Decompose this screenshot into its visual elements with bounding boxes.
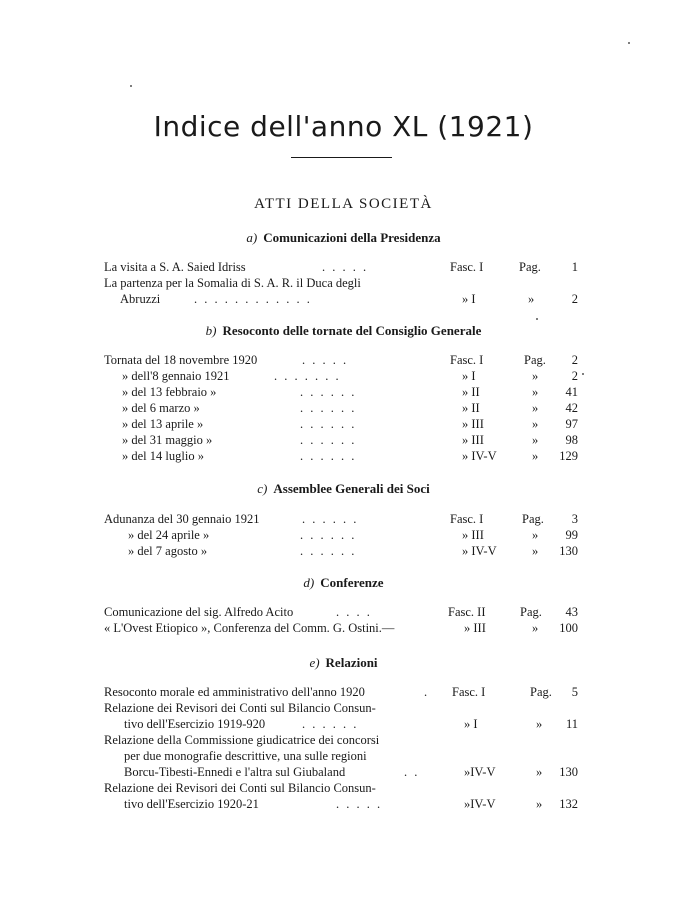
leader-dots: . . . . . . — [300, 433, 357, 447]
page-label: » — [528, 292, 535, 306]
page-label: » — [536, 797, 543, 811]
index-row — [104, 352, 584, 368]
entry-label: » del 13 febbraio » — [122, 385, 217, 399]
fascicolo: Fasc. II — [448, 605, 486, 619]
index-row — [104, 400, 584, 416]
page-number: 132 — [559, 797, 578, 811]
entry-label: tivo dell'Esercizio 1920-21 — [124, 797, 259, 811]
scan-speck — [130, 85, 132, 87]
page-number: 97 — [565, 417, 578, 431]
index-row — [104, 604, 584, 620]
scan-speck — [536, 318, 538, 320]
entry-label: La visita a S. A. Saied Idriss — [104, 260, 246, 274]
title-rule — [291, 157, 392, 158]
page-number: 99 — [565, 528, 578, 542]
page-label: » — [532, 369, 539, 383]
page-number: 130 — [559, 765, 578, 779]
subsection-a-heading — [0, 230, 687, 246]
subsection-letter: d) — [303, 575, 315, 590]
leader-dots: . . — [404, 765, 420, 779]
leader-dots: . . . . . . — [300, 417, 357, 431]
subsection-letter: b) — [205, 323, 217, 338]
index-row — [104, 448, 584, 464]
page-number: 130 — [559, 544, 578, 558]
entry-label: Relazione della Commissione giudicatrice dei concorsi — [104, 733, 380, 747]
index-row — [104, 291, 584, 307]
page-label: Pag. — [520, 605, 542, 619]
page-label: » — [532, 621, 539, 635]
fascicolo: » II — [462, 401, 480, 415]
fascicolo: » IV-V — [462, 544, 497, 558]
page-label: » — [532, 417, 539, 431]
page-label: » — [532, 528, 539, 542]
page-number: 98 — [565, 433, 578, 447]
entry-label: Resoconto morale ed amministrativo dell'anno 1920 — [104, 685, 365, 699]
subsection-title: Resoconto delle tornate del Consiglio Generale — [222, 323, 482, 338]
index-row — [104, 716, 584, 732]
subsection-d-heading — [0, 575, 687, 591]
leader-dots: . . . . . . — [300, 544, 357, 558]
entry-label: » del 13 aprile » — [122, 417, 204, 431]
leader-dots: . . . . . . — [300, 401, 357, 415]
page-number: 41 — [565, 385, 578, 399]
entry-label: » dell'8 gennaio 1921 — [122, 369, 230, 383]
subsection-title: Conferenze — [320, 575, 384, 590]
page-label: Pag. — [522, 512, 544, 526]
fascicolo: Fasc. I — [450, 512, 484, 526]
page-label: » — [532, 433, 539, 447]
index-row — [104, 259, 584, 275]
entry-label: » del 7 agosto » — [128, 544, 208, 558]
subsection-letter: c) — [257, 481, 268, 496]
page-number: 43 — [565, 605, 578, 619]
index-row — [104, 511, 584, 527]
entry-label: » del 14 luglio » — [122, 449, 204, 463]
fascicolo: » III — [464, 621, 486, 635]
leader-dots: . . . . . . — [302, 512, 359, 526]
page-number: 1 — [571, 260, 578, 274]
fascicolo: » III — [462, 433, 484, 447]
fascicolo: » I — [464, 717, 478, 731]
leader-dots: . . . . — [336, 605, 372, 619]
subsection-letter: e) — [309, 655, 320, 670]
subsection-c-heading — [0, 481, 687, 497]
index-row — [104, 620, 584, 636]
leader-dots: . — [424, 685, 430, 699]
subsection-b-heading — [0, 323, 687, 339]
fascicolo: » II — [462, 385, 480, 399]
page-label: » — [536, 717, 543, 731]
index-row — [104, 764, 584, 780]
page-label: » — [536, 765, 543, 779]
fascicolo: » IV-V — [462, 449, 497, 463]
page-number: 129 — [559, 449, 578, 463]
leader-dots: . . . . . . — [302, 717, 359, 731]
leader-dots: . . . . . — [322, 260, 369, 274]
entry-label: « L'Ovest Etiopico », Conferenza del Comm. G. Ostini.— — [104, 621, 395, 635]
entry-label: Tornata del 18 novembre 1920 — [104, 353, 258, 367]
page-label: » — [532, 401, 539, 415]
subsection-title: Comunicazioni della Presidenza — [263, 230, 441, 245]
entry-label: Abruzzi — [120, 292, 161, 306]
index-row — [104, 527, 584, 543]
entry-label: Comunicazione del sig. Alfredo Acito — [104, 605, 294, 619]
page-label: Pag. — [519, 260, 541, 274]
fascicolo: »IV-V — [464, 765, 496, 779]
entry-label: La partenza per la Somalia di S. A. R. il Duca degli — [104, 276, 361, 290]
fascicolo: » I — [462, 292, 476, 306]
page-label: » — [532, 544, 539, 558]
fascicolo: » I — [462, 369, 476, 383]
page-number: 2 — [571, 353, 578, 367]
subsection-title: Assemblee Generali dei Soci — [273, 481, 430, 496]
fascicolo: » III — [462, 528, 484, 542]
page-label: » — [532, 385, 539, 399]
entry-label: tivo dell'Esercizio 1919-920 — [124, 717, 266, 731]
entry-label: Relazione dei Revisori dei Conti sul Bilancio Consun- — [104, 701, 376, 715]
page-label: Pag. — [530, 685, 552, 699]
index-row — [104, 384, 584, 400]
page-title: Indice dell'anno XL (1921) — [153, 110, 534, 143]
page-number: 2 — [571, 369, 578, 383]
leader-dots: . . . . . . — [300, 385, 357, 399]
index-row — [104, 432, 584, 448]
fascicolo: Fasc. I — [450, 260, 484, 274]
entry-label: per due monografie descrittive, una sulle regioni — [124, 749, 367, 763]
fascicolo: » III — [462, 417, 484, 431]
leader-dots: . . . . . — [302, 353, 349, 367]
index-row — [104, 275, 584, 291]
entry-label: » del 24 aprile » — [128, 528, 210, 542]
index-row — [104, 748, 584, 764]
page-number: 5 — [571, 685, 578, 699]
page-label: » — [532, 449, 539, 463]
section-title: ATTI DELLA SOCIETÀ — [254, 196, 433, 212]
page-label: Pag. — [524, 353, 546, 367]
fascicolo: Fasc. I — [452, 685, 486, 699]
entry-label: » del 31 maggio » — [122, 433, 213, 447]
index-row — [104, 684, 584, 700]
leader-dots: . . . . . — [336, 797, 383, 811]
entry-label: Adunanza del 30 gennaio 1921 — [104, 512, 260, 526]
leader-dots: . . . . . . — [300, 528, 357, 542]
index-row — [104, 700, 584, 716]
scan-speck — [628, 42, 630, 44]
index-row — [104, 368, 584, 384]
index-row — [104, 796, 584, 812]
subsection-letter: a) — [246, 230, 258, 245]
fascicolo: »IV-V — [464, 797, 496, 811]
leader-dots: . . . . . . — [300, 449, 357, 463]
index-row — [104, 732, 584, 748]
index-row — [104, 543, 584, 559]
page-number: 42 — [565, 401, 578, 415]
page-number: 100 — [559, 621, 578, 635]
scan-speck — [582, 373, 584, 375]
index-row — [104, 780, 584, 796]
entry-label: » del 6 marzo » — [122, 401, 200, 415]
entry-label: Borcu-Tibesti-Ennedi e l'altra sul Giubaland — [124, 765, 346, 779]
fascicolo: Fasc. I — [450, 353, 484, 367]
subsection-title: Relazioni — [325, 655, 378, 670]
page-number: 11 — [565, 717, 578, 731]
index-row — [104, 416, 584, 432]
leader-dots: . . . . . . . . . . . . — [194, 292, 312, 306]
entry-label: Relazione dei Revisori dei Conti sul Bilancio Consun- — [104, 781, 376, 795]
page-number: 3 — [571, 512, 578, 526]
leader-dots: . . . . . . . — [274, 369, 341, 383]
subsection-e-heading — [0, 655, 687, 671]
page-number: 2 — [571, 292, 578, 306]
